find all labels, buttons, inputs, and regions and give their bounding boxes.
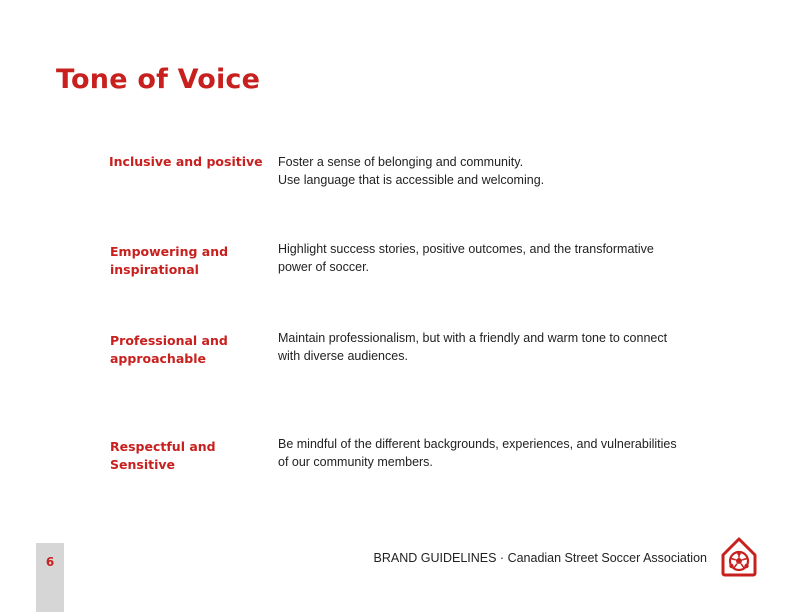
tone-description-respectful (278, 435, 723, 471)
tone-label-empowering: Empowering and inspirational (110, 244, 229, 277)
page-number-tab (36, 543, 64, 612)
tone-description-line: Foster a sense of belonging and community. (278, 155, 524, 169)
page-title: Tone of Voice (56, 64, 261, 95)
tone-description-professional (278, 329, 723, 365)
tone-description-line: Be mindful of the different backgrounds, experiences, and vulnerabilities (278, 437, 677, 451)
page-number: 6 (45, 555, 55, 569)
tone-description-inclusive (278, 153, 723, 189)
tone-description-line: of our community members. (278, 455, 433, 469)
tone-description-line: Use language that is accessible and welcoming. (278, 173, 545, 187)
tone-description-line: Highlight success stories, positive outcomes, and the transformative (278, 242, 654, 256)
tone-description-empowering (278, 240, 723, 276)
tone-label-inclusive: Inclusive and positive (109, 154, 263, 169)
house-soccer-ball-logo-icon (719, 535, 759, 577)
tone-description-line: Maintain professionalism, but with a friendly and warm tone to connect (278, 331, 668, 345)
tone-label-respectful: Respectful and Sensitive (110, 439, 216, 472)
tone-label-professional: Professional and approachable (110, 333, 228, 366)
tone-description-line: with diverse audiences. (278, 349, 408, 363)
tone-description-line: power of soccer. (278, 260, 370, 274)
footer-brand-guidelines: BRAND GUIDELINES · Canadian Street Soccer Association (373, 551, 707, 565)
